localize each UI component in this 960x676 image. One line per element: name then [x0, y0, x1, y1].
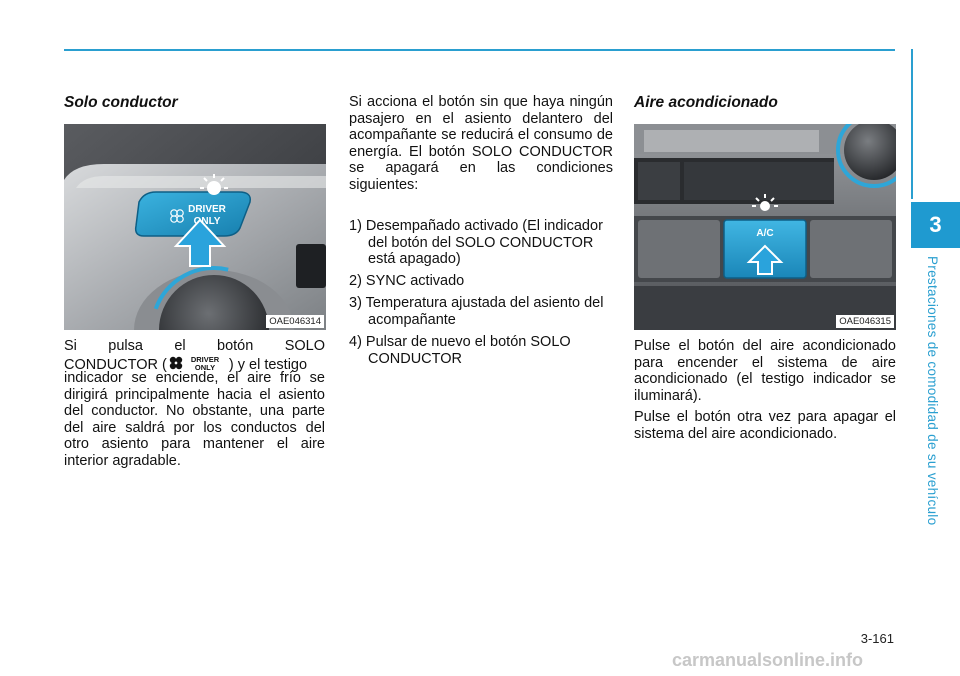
figure-driver-only: [64, 124, 326, 330]
driver-only-illustration: [64, 124, 326, 330]
page-number: 3-161: [860, 631, 894, 646]
figure-code: OAE046315: [836, 315, 894, 328]
para-solo-conductor: indicador se enciende, el aire frío se dirigirá principalmente hacia el asiento del conductor. No obstante, una parte del aire saldrá por los conductos del otro asiento para mantener el aire interior agradable.: [64, 370, 325, 469]
sidebar-rule: [911, 49, 913, 199]
display-window: [296, 244, 326, 288]
figure-code: OAE046314: [266, 315, 324, 328]
chapter-tab[interactable]: 3: [911, 202, 960, 248]
chapter-title: Prestaciones de comodidad de su vehículo: [925, 256, 940, 526]
figure-ac: [634, 124, 896, 330]
inline-icon-line1: DRIVER: [190, 355, 220, 364]
list-item-1: 1) Desempañado activado (El indicador del botón del SOLO CONDUCTOR está apagado): [349, 218, 603, 267]
heading-solo-conductor: Solo conductor: [64, 94, 178, 111]
ac-illustration: [634, 124, 896, 330]
para-ac-1: Pulse el botón del aire acondicionado para encender el sistema de aire acondicionado (el testigo indicador se iluminará).: [634, 338, 896, 404]
para-line2-end: ) y el testigo: [228, 357, 308, 373]
watermark[interactable]: carmanualsonline.info: [672, 650, 864, 670]
top-rule: [64, 49, 895, 51]
ac-button-label: A/C: [756, 228, 774, 239]
driver-only-label-line2: ONLY: [193, 216, 221, 227]
driver-only-label-line1: DRIVER: [188, 204, 226, 215]
para-ac-2: Pulse el botón otra vez para apagar el sistema del aire acondicionado.: [634, 409, 896, 442]
para-line1: Si pulsa el botón SOLO: [64, 338, 325, 354]
para-line2-start: CONDUCTOR (: [64, 357, 167, 373]
list-item-2: 2) SYNC activado: [349, 273, 465, 289]
inline-icon-line2: ONLY: [194, 363, 215, 372]
list-item-4: 4) Pulsar de nuevo el botón SOLO CONDUCTOR: [349, 334, 571, 367]
para-intro: Si acciona el botón sin que haya ningún pasajero en el asiento delantero del acompañante se reducirá el consumo de energía. El botón SOLO CONDUCTOR se apagará en las condiciones siguientes:: [349, 94, 613, 193]
list-item-3: 3) Temperatura ajustada del asiento del acompañante: [349, 295, 604, 328]
heading-aire-acondicionado: Aire acondicionado: [634, 94, 778, 111]
